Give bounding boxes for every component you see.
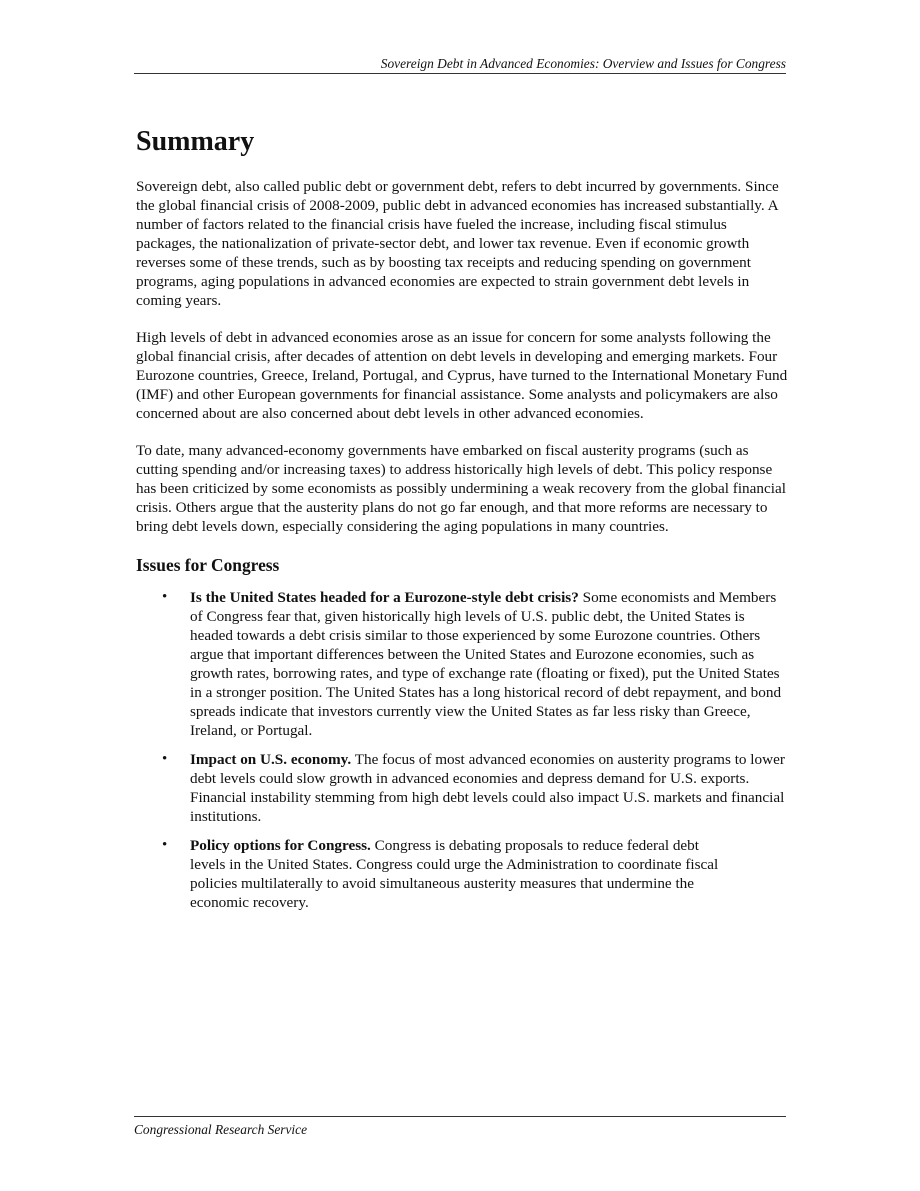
issue-item-economy-impact	[136, 750, 788, 826]
running-header	[134, 56, 786, 74]
summary-paragraph-3: To date, many advanced-economy governments have embarked on fiscal austerity programs (such as cutting spending and/or increasing taxes) to address historically high levels of debt. This policy response has been criticized by some economists as possibly undermining a weak recovery from the global financial crisis. Others argue that the austerity plans do not go far enough, and that more reforms are necessary to bring debt levels down, especially considering the aging populations in many countries.	[136, 442, 786, 535]
page-content	[136, 124, 788, 922]
issue-text: Some economists and Members of Congress fear that, given historically high levels of U.S. public debt, the United States is headed towards a debt crisis similar to those experienced by some Eurozone countries. Others argue that important differences between the United States and Eurozone economies, such as growth rates, borrowing rates, and type of exchange rate (floating or fixed), put the United States in a stronger position. The United States has a long historical record of debt repayment, and bond spreads indicate that investors currently view the United States as far less risky than Greece, Ireland, or Portugal.	[190, 589, 782, 739]
issue-item-policy-options	[136, 836, 788, 912]
running-footer	[134, 1116, 786, 1137]
footer-publisher: Congressional Research Service	[134, 1122, 308, 1137]
issue-lead: Is the United States headed for a Eurozone-style debt crisis?	[190, 589, 579, 606]
summary-paragraph-1: Sovereign debt, also called public debt or government debt, refers to debt incurred by governments. Since the global financial crisis of 2008-2009, public debt in advanced economies has increased substantially. A number of factors related to the financial crisis have fueled the increase, including fiscal stimulus packages, the nationalization of private-sector debt, and lower tax revenue. Even if economic growth reverses some of these trends, such as by boosting tax receipts and reducing spending on government programs, aging populations in advanced economies are expected to strain government debt levels in coming years.	[136, 178, 779, 309]
page-title: Summary	[136, 126, 255, 157]
running-header-title: Sovereign Debt in Advanced Economies: Overview and Issues for Congress	[380, 56, 786, 71]
bullet-icon: •	[162, 589, 168, 605]
issues-heading: Issues for Congress	[136, 555, 280, 575]
issue-item-debt-crisis	[136, 588, 788, 740]
issue-text: The focus of most advanced economies on austerity programs to lower debt levels could slow growth in advanced economies and depress demand for U.S. exports. Financial instability stemming from high debt levels could also impact U.S. markets and financial institutions.	[190, 751, 785, 825]
summary-paragraph-2: High levels of debt in advanced economies arose as an issue for concern for some analysts following the global financial crisis, after decades of attention on debt levels in developing and emerging markets. Four Eurozone countries, Greece, Ireland, Portugal, and Cyprus, have turned to the International Monetary Fund (IMF) and other European governments for financial assistance. Some analysts and policymakers are also concerned about are also concerned about debt levels in other advanced economies.	[136, 329, 788, 422]
issues-list	[136, 588, 788, 912]
issue-lead: Policy options for Congress.	[190, 837, 371, 854]
bullet-icon: •	[162, 837, 168, 853]
issue-text: Congress is debating proposals to reduce federal debt levels in the United States. Congress could urge the Administration to coordinate fiscal policies multilaterally to avoid simultaneous austerity measures that undermine the economic recovery.	[190, 837, 719, 911]
bullet-icon: •	[162, 751, 168, 767]
issue-lead: Impact on U.S. economy.	[190, 751, 352, 768]
